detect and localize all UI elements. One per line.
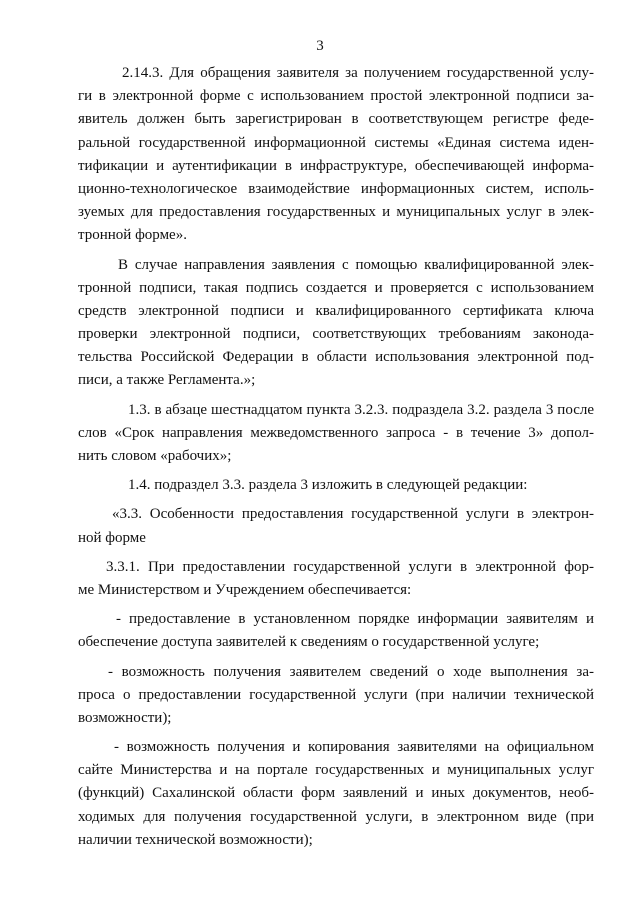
text-line: зуемых для предоставления государственных и муниципальных услуг в элек- [78, 204, 594, 221]
text-line: ной форме [78, 529, 146, 546]
text-line: (функций) Сахалинской области форм заявлений и иных документов, необ- [78, 785, 594, 802]
text-line: 1.3. в абзаце шестнадцатом пункта 3.2.3. подраздела 3.2. раздела 3 после [128, 401, 594, 418]
paragraph-3-3-1 [78, 556, 594, 602]
text-line: средств электронной подписи и квалифицированного сертификата ключа [78, 302, 594, 319]
text-line: ги в электронной форме с использованием простой электронной подписи за- [78, 88, 594, 105]
paragraph-qualified-signature [78, 254, 594, 393]
text-line: проса о предоставлении государственной услуги (при наличии технической [78, 686, 594, 703]
page-number: 3 [316, 38, 324, 54]
text-line: 1.4. подраздел 3.3. раздела 3 изложить в следующей редакции: [128, 477, 528, 494]
text-line: 2.14.3. Для обращения заявителя за получением государственной услу- [122, 65, 594, 81]
list-item-status-tracking [78, 661, 594, 731]
text-line: ральной государственной информационной системы «Единая система иден- [78, 134, 594, 151]
paragraph-1-3 [78, 399, 594, 469]
document-body [78, 62, 594, 858]
text-line: 3.3.1. При предоставлении государственной услуги в электронной фор- [106, 558, 594, 575]
text-line: сайте Министерства и на портале государственных и муниципальных услуг [78, 762, 594, 779]
text-line: писи, а также Регламента.»; [78, 372, 256, 389]
text-line: тификации и аутентификации в инфраструктуре, обеспечивающей информа- [78, 157, 594, 174]
text-line: наличии технической возможности); [78, 831, 313, 848]
text-line: ционно-технологическое взаимодействие информационных систем, исполь- [78, 180, 594, 197]
text-line: В случае направления заявления с помощью квалифицированной элек- [118, 256, 594, 273]
text-line: тронной подписи, такая подпись создается и проверяется с использованием [78, 279, 594, 296]
text-line: «3.3. Особенности предоставления государственной услуги в электрон- [112, 506, 594, 523]
text-line: нить словом «рабочих»; [78, 448, 232, 464]
text-line: слов «Срок направления межведомственного запроса - в течение 3» допол- [78, 424, 594, 441]
text-line: возможности); [78, 709, 172, 726]
text-line: проверки электронной подписи, соответствующих требованиям законода- [78, 326, 594, 343]
text-line: тронной форме». [78, 227, 187, 244]
text-line: явитель должен быть зарегистрирован в соответствующем регистре феде- [78, 111, 594, 128]
text-line: тельства Российской Федерации в области использования электронной под- [78, 349, 594, 366]
paragraph-3-3-heading [78, 503, 594, 549]
text-line: - возможность получения и копирования заявителями на официальном [114, 739, 594, 756]
list-item-forms-download [78, 736, 594, 852]
text-line: - возможность получения заявителем сведений о ходе выполнения за- [108, 663, 594, 680]
text-line: обеспечение доступа заявителей к сведениям о государственной услуге; [78, 634, 540, 651]
paragraph-1-4 [78, 474, 594, 497]
text-line: - предоставление в установленном порядке информации заявителям и [116, 611, 594, 628]
list-item-information [78, 608, 594, 654]
text-line: ме Министерством и Учреждением обеспечивается: [78, 581, 412, 598]
text-line: ходимых для получения государственной услуги, в электронном виде (при [78, 808, 594, 825]
paragraph-2-14-3 [78, 62, 594, 248]
